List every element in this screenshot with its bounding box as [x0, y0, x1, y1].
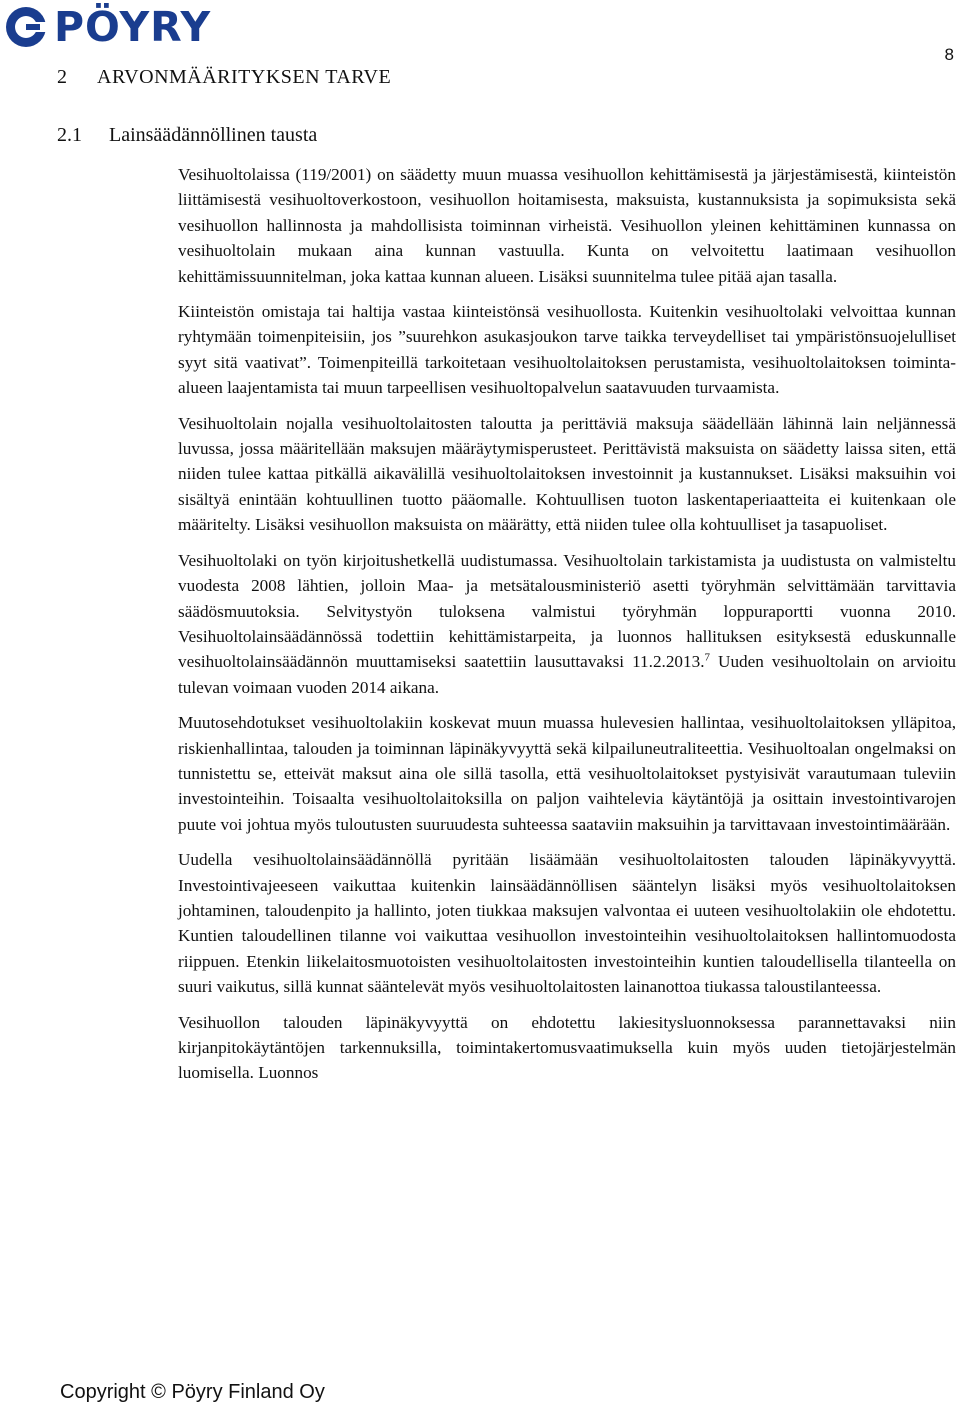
paragraph [178, 548, 956, 700]
section-title: ARVONMÄÄRITYKSEN TARVE [97, 66, 392, 88]
paragraph: Vesihuoltolaissa (119/2001) on säädetty muun muassa vesihuollon kehittämisestä ja järjestämisestä, kiinteistön liittämisestä vesihuoltoverkostoon, vesihuollon hoitamisesta, maksuista, kustannuksista ja sopimuksista sekä vesihuollon hallinnosta ja mahdollisista toiminnan virheistä. Vesihuollon yleinen kehittäminen kunnassa on vesihuoltolain mukaan aina kunnan vastuulla. Kunta on velvoitettu laatimaan vesihuollon kehittämissuunnitelman, joka kattaa kunnan alueen. Lisäksi suunnitelma tulee pitää ajan tasalla. [178, 165, 956, 286]
subsection-title: Lainsäädännöllinen tausta [109, 124, 318, 146]
footnote-ref: 7 [704, 651, 711, 664]
poyry-logo [4, 5, 211, 49]
section-number: 2 [57, 66, 68, 88]
paragraph: Kiinteistön omistaja tai haltija vastaa kiinteistönsä vesihuollosta. Kuitenkin vesihuoltolaki velvoittaa kunnan ryhtymään toimenpiteisiin, jos ”suurehkon asukasjoukon tarve taikka terveydelliset tai ympäristönsuojelulliset syyt sitä vaativat”. Toimenpiteillä tarkoitetaan vesihuoltolaitoksen perustamista, vesihuoltolaitoksen toiminta-alueen laajentamista tai muun tarpeellisen vesihuoltopalvelun saatavuuden turvaamista. [178, 302, 956, 398]
paragraph-text: Uuden vesihuoltolain on arvioitu tulevan voimaan vuoden 2014 aikana. [178, 652, 956, 697]
subsection-number: 2.1 [57, 124, 82, 146]
paragraph: Vesihuoltolain nojalla vesihuoltolaitosten taloutta ja perittäviä maksuja säädellään lähinnä lain neljännessä luvussa, jossa määritellään maksujen määräytymisperusteet. Perittävistä maksuista on säädetty laissa siten, että niiden tulee kattaa pitkällä aikavälillä vesihuoltolaitoksen investoinnit ja kustannukset. Lisäksi maksuihin voi sisältyä enintään kohtuullinen tuotto pääomalle. Kohtuullisen tuoton laskentaperiaatteita ei kuitenkaan ole määritelty. Lisäksi vesihuollon maksuista on määrätty, että niiden tulee olla kohtuulliset ja tasapuoliset. [178, 413, 956, 535]
copyright-footer: Copyright © Pöyry Finland Oy [60, 1381, 325, 1403]
paragraph: Muutosehdotukset vesihuoltolakiin koskevat muun muassa hulevesien hallintaa, vesihuoltolaitoksen ylläpitoa, riskienhallintaa, talouden ja toiminnan läpinäkyvyyttä sekä kilpailuneutraliteettia. Vesihuoltoalan ongelmaksi on tunnistettu se, etteivät maksut aina ole sillä tasolla, että vesihuoltolaitokset pystyisivät varautumaan tuleviin investointeihin. Toisaalta vesihuoltolaitoksilla on paljon vaihtelevia käytäntöjä ja osittain investointivarojen puute voi johtua myös tuloutusten suuruudesta suhteessa saataviin maksuihin ja tarvittavaan investointimäärään. [178, 713, 956, 834]
logo-text: PÖYRY [54, 3, 212, 51]
body-text [178, 162, 956, 1096]
poyry-logo-icon [4, 5, 48, 49]
paragraph-text: Vesihuoltolaki on työn kirjoitushetkellä uudistumassa. Vesihuoltolain tarkistamista ja uudistusta on valmisteltu vuodesta 2008 lähtien, jolloin Maa- ja metsätalousministeriö asetti työryhmän selvittämään tarvittavia säädösmuutoksia. Selvitystyön tuloksena valmistui työryhmän loppuraportti vuonna 2010. Vesihuoltolainsäädännössä todettiin kehittämistarpeita, ja luonnos hallituksen esityksestä eduskunnalle vesihuoltolainsäädännön muuttamiseksi saatettiin lausuttavaksi 11.2.2013. [178, 550, 956, 672]
page-number: 8 [944, 45, 954, 64]
subsection-heading [57, 124, 317, 147]
paragraph: Uudella vesihuoltolainsäädännöllä pyritään lisäämään vesihuoltolaitosten talouden läpinäkyvyyttä. Investointivajeeseen vaikuttaa kuitenkin lainsäädännöllisen sääntelyn lisäksi myös vesihuoltolaitoksen johtaminen, taloudenpito ja hallinto, joten tiukkaa maksujen valvontaa ei uuteen vesihuoltolakiin ole ehdotettu. Kuntien taloudellinen tilanne voi vaikuttaa vesihuollon investointeihin vesihuoltolaitoksen hallintomuodosta riippuen. Etenkin liikelaitosmuotoisten vesihuoltolaitosten investointeihin kuntien taloudellisella tilanteella on suuri vaikutus, sillä kunnat sääntelevät myös vesihuoltolaitosten lainanottoa tiukassa taloustilanteessa. [178, 850, 956, 997]
paragraph: Vesihuollon talouden läpinäkyvyyttä on ehdotettu lakiesitysluonnoksessa parannettavaksi niin kirjanpitokäytäntöjen tarkennuksilla, toimintakertomusvaatimuksella kuin myös uuden tietojärjestelmän luomisella. Luonnos [178, 1012, 956, 1083]
section-heading [57, 66, 391, 89]
